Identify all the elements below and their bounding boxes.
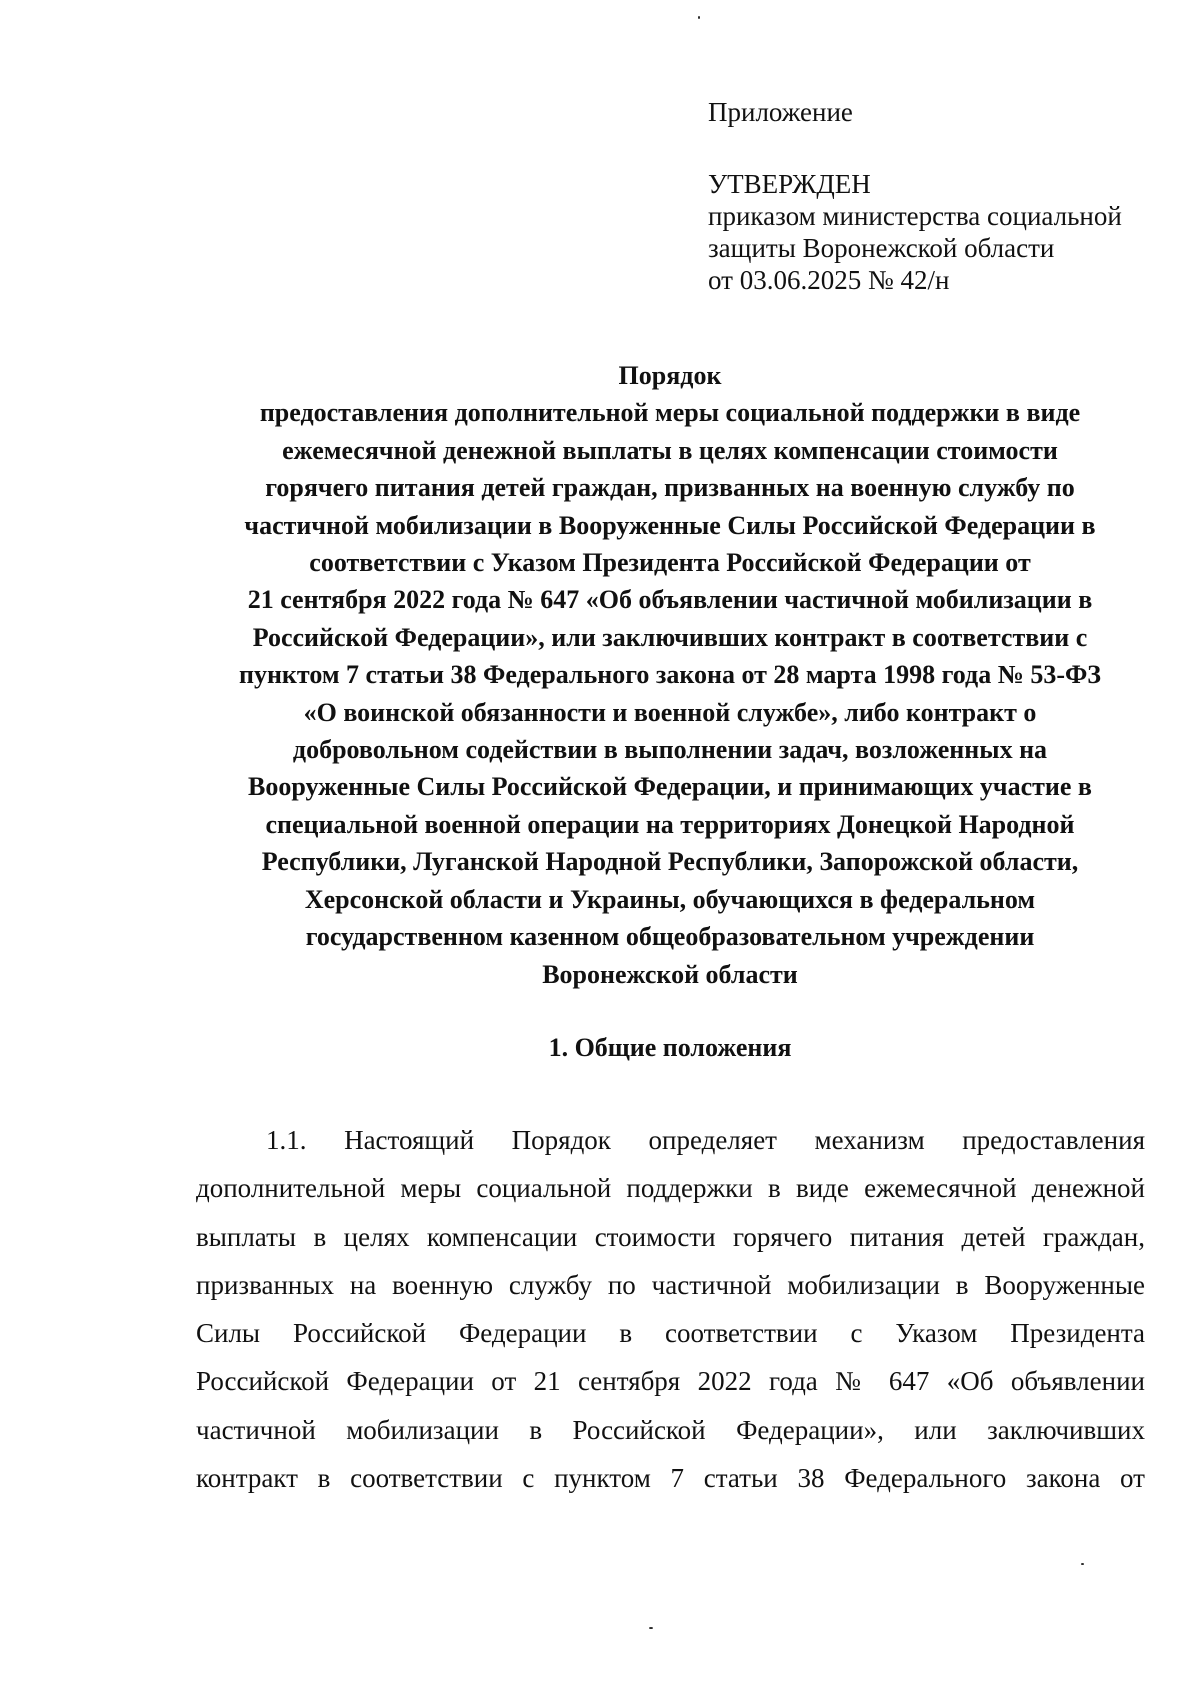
body-paragraph bbox=[196, 1116, 1145, 1502]
body-line: выплаты в целях компенсации стоимости горячего питания детей граждан, bbox=[196, 1221, 1145, 1252]
title-line: пунктом 7 статьи 38 Федерального закона от 28 марта 1998 года № 53-ФЗ bbox=[238, 660, 1102, 690]
title-line: добровольном содействии в выполнении задач, возложенных на bbox=[292, 735, 1048, 765]
body-line: контракт в соответствии с пунктом 7 статьи 38 Федерального закона от bbox=[196, 1463, 1145, 1494]
title-line: Вооруженные Силы Российской Федерации, и принимающих участие в bbox=[248, 772, 1092, 802]
title-line: «О воинской обязанности и военной службе», либо контракт о bbox=[303, 697, 1037, 727]
body-line: дополнительной меры социальной поддержки в виде ежемесячной денежной bbox=[196, 1173, 1145, 1204]
body-line: призванных на военную службу по частичной мобилизации в Вооруженные bbox=[196, 1269, 1145, 1300]
body-line: Российской Федерации от 21 сентября 2022 года № 647 «Об объявлении bbox=[196, 1366, 1145, 1397]
body-line: Силы Российской Федерации в соответствии с Указом Президента bbox=[196, 1318, 1145, 1349]
appendix-label: Приложение bbox=[708, 97, 853, 127]
section-heading: 1. Общие положения bbox=[548, 1033, 792, 1062]
title-line: Российской Федерации», или заключивших контракт в соответствии с bbox=[252, 622, 1088, 652]
scan-speck bbox=[698, 16, 700, 19]
title-line: специальной военной операции на территориях Донецкой Народной bbox=[265, 809, 1075, 839]
title-line: Республики, Луганской Народной Республики, Запорожской области, bbox=[261, 847, 1079, 877]
title-line: частичной мобилизации в Вооруженные Силы Российской Федерации в bbox=[244, 510, 1096, 540]
title-line: предоставления дополнительной меры социальной поддержки в виде bbox=[259, 398, 1081, 428]
approval-line: защиты Воронежской области bbox=[708, 233, 1055, 263]
title-line: Херсонской области и Украины, обучающихся в федеральном bbox=[304, 884, 1036, 914]
title-line: ежемесячной денежной выплаты в целях компенсации стоимости bbox=[282, 435, 1058, 465]
appendix-block bbox=[708, 96, 1178, 296]
approval-line: от 03.06.2025 № 42/н bbox=[708, 265, 950, 295]
title-heading: Порядок bbox=[618, 361, 722, 390]
body-line: 1.1. Настоящий Порядок определяет механизм предоставления bbox=[266, 1125, 1145, 1155]
title-line: 21 сентября 2022 года № 647 «Об объявлении частичной мобилизации в bbox=[247, 585, 1093, 615]
scan-speck bbox=[649, 1627, 653, 1629]
title-line: соответствии с Указом Президента Российской Федерации от bbox=[309, 548, 1031, 578]
approval-line: приказом министерства социальной bbox=[708, 201, 1122, 231]
scan-speck bbox=[1081, 1563, 1084, 1565]
approval-line: УТВЕРЖДЕН bbox=[708, 169, 871, 199]
approval-block bbox=[708, 168, 1178, 296]
document-title bbox=[170, 357, 1170, 993]
title-line: горячего питания детей граждан, призванных на военную службу по bbox=[265, 473, 1075, 503]
title-line: Воронежской области bbox=[542, 959, 798, 989]
title-line: государственном казенном общеобразовательном учреждении bbox=[305, 922, 1035, 952]
body-line: частичной мобилизации в Российской Федерации», или заключивших bbox=[196, 1414, 1145, 1445]
